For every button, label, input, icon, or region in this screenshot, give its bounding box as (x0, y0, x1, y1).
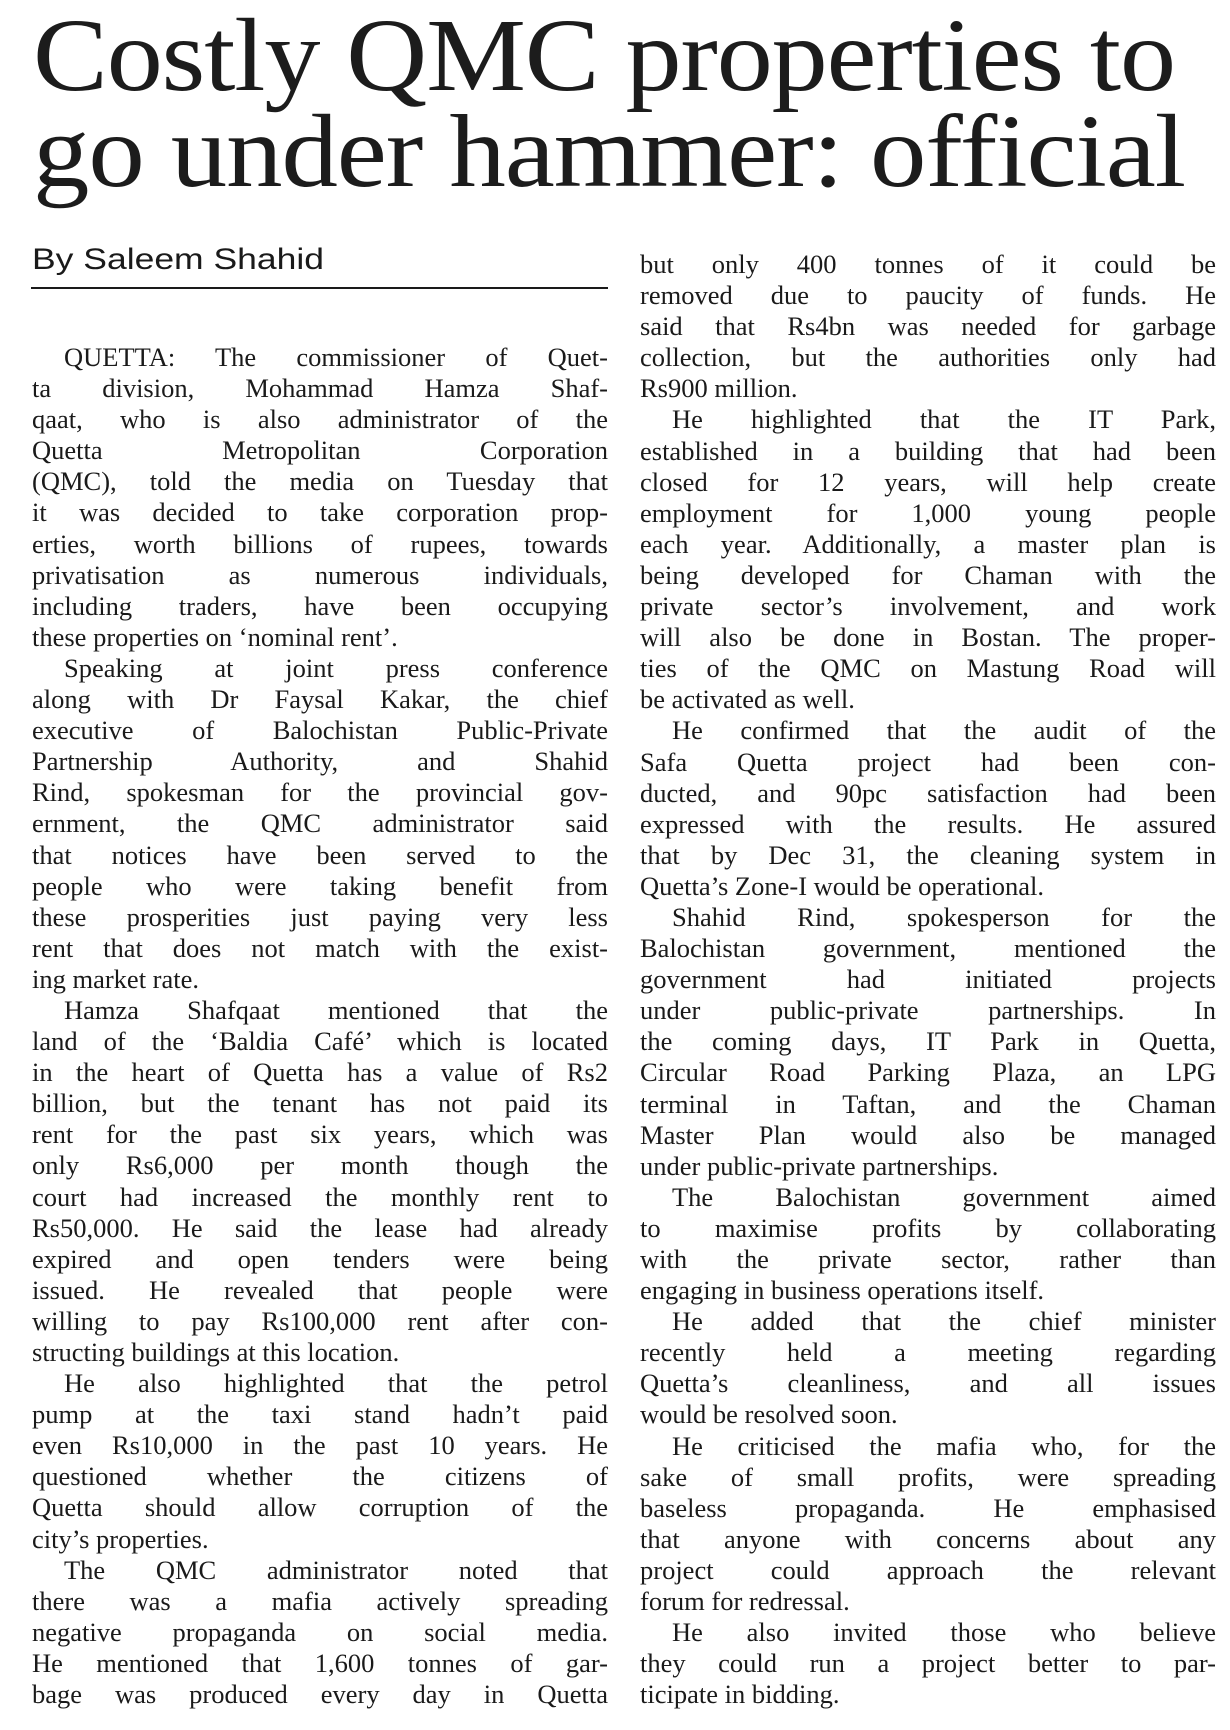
article-headline (33, 0, 1193, 209)
paragraph-line: questioned whether the citizens of (32, 1461, 608, 1492)
byline-divider (31, 287, 608, 289)
paragraph-line: Quetta should allow corruption of the (32, 1492, 608, 1523)
article-paragraph (640, 902, 1216, 1182)
paragraph-line: court had increased the monthly rent to (32, 1181, 608, 1212)
paragraph-line: pump at the taxi stand hadn’t paid (32, 1399, 608, 1430)
paragraph-line: under public-private partnerships. (640, 1150, 999, 1181)
headline-line: go under hammer: official (33, 94, 1185, 209)
paragraph-line: with the private sector, rather than (640, 1244, 1216, 1274)
paragraph-line: Balochistan government, mentioned the (640, 933, 1216, 964)
paragraph-line: Quetta’s Zone-I would be operational. (640, 870, 1044, 901)
paragraph-line: privatisation as numerous individuals, (32, 559, 608, 590)
paragraph-line: project could approach the relevant (640, 1554, 1216, 1585)
paragraph-line: Shahid Rind, spokesperson for the (672, 901, 1216, 932)
paragraph-line: that notices have been served to the (32, 839, 608, 870)
paragraph-line: expired and open tenders were being (32, 1243, 608, 1274)
paragraph-line: erties, worth billions of rupees, towards (32, 528, 608, 559)
paragraph-line: being developed for Chaman with the (640, 559, 1216, 590)
paragraph-line: The Balochistan government aimed (672, 1181, 1216, 1212)
article-column-left (32, 342, 608, 1710)
paragraph-line: to maximise profits by collaborating (640, 1212, 1216, 1243)
paragraph-line: sake of small profits, were spreading (640, 1461, 1216, 1492)
paragraph-line: they could run a project better to par- (640, 1648, 1216, 1679)
paragraph-line: people who were taking benefit from (32, 870, 608, 901)
paragraph-line: Rs50,000. He said the lease had already (32, 1212, 608, 1243)
paragraph-line: ducted, and 90pc satisfaction had been (640, 777, 1216, 808)
paragraph-line: Safa Quetta project had been con- (640, 746, 1216, 777)
paragraph-line: the coming days, IT Park in Quetta, (640, 1026, 1216, 1057)
paragraph-line: said that Rs4bn was needed for garbage (640, 311, 1216, 342)
paragraph-line: Master Plan would also be managed (640, 1119, 1216, 1150)
byline: By Saleem Shahid (32, 243, 324, 276)
paragraph-line: engaging in business operations itself. (640, 1275, 1045, 1306)
article-paragraph (640, 1182, 1216, 1306)
paragraph-line: will also be done in Bostan. The proper- (640, 622, 1216, 653)
article-paragraph (640, 404, 1216, 715)
paragraph-line: He also highlighted that the petrol (64, 1368, 608, 1399)
paragraph-line: each year. Additionally, a master plan is (640, 528, 1216, 559)
paragraph-line: that anyone with concerns about any (640, 1523, 1216, 1554)
paragraph-line: qaat, who is also administrator of the (32, 404, 608, 435)
article-paragraph (640, 1617, 1216, 1710)
article-paragraph (640, 1431, 1216, 1618)
paragraph-line: it was decided to take corporation prop- (32, 497, 608, 528)
paragraph-line: employment for 1,000 young people (640, 497, 1216, 528)
paragraph-line: issued. He revealed that people were (32, 1274, 608, 1305)
paragraph-line: government had initiated projects (640, 964, 1216, 995)
paragraph-line: He mentioned that 1,600 tonnes of gar- (32, 1647, 608, 1678)
paragraph-line: rent for the past six years, which was (32, 1119, 608, 1150)
paragraph-line: land of the ‘Baldia Café’ which is located (32, 1026, 608, 1057)
paragraph-line: He confirmed that the audit of the (672, 715, 1216, 746)
paragraph-line: would be resolved soon. (640, 1399, 898, 1430)
paragraph-line: He also invited those who believe (672, 1617, 1216, 1648)
paragraph-line: terminal in Taftan, and the Chaman (640, 1088, 1216, 1119)
paragraph-line: ta division, Mohammad Hamza Shaf- (32, 373, 608, 404)
paragraph-line: ties of the QMC on Mastung Road will (640, 653, 1216, 684)
paragraph-line: forum for redressal. (640, 1586, 850, 1617)
paragraph-line: even Rs10,000 in the past 10 years. He (32, 1430, 608, 1461)
article-paragraph (32, 342, 608, 653)
paragraph-line: Quetta Metropolitan Corporation (32, 435, 608, 466)
paragraph-line: these properties on ‘nominal rent’. (32, 621, 398, 652)
paragraph-line: billion, but the tenant has not paid its (32, 1088, 608, 1119)
article-paragraph (32, 995, 608, 1368)
paragraph-line: executive of Balochistan Public-Private (32, 715, 608, 746)
paragraph-line: closed for 12 years, will help create (640, 466, 1216, 497)
paragraph-line: willing to pay Rs100,000 rent after con- (32, 1305, 608, 1336)
paragraph-line: in the heart of Quetta has a value of Rs2 (32, 1057, 608, 1088)
paragraph-line: bage was produced every day in Quetta (32, 1679, 608, 1710)
paragraph-line: ernment, the QMC administrator said (32, 808, 608, 839)
article-column-right (640, 249, 1216, 1710)
paragraph-line: Rs900 million. (640, 373, 798, 404)
paragraph-line: Partnership Authority, and Shahid (32, 746, 608, 777)
paragraph-line: there was a mafia actively spreading (32, 1585, 608, 1616)
article-paragraph (32, 653, 608, 995)
paragraph-line: including traders, have been occupying (32, 590, 608, 621)
paragraph-line: expressed with the results. He assured (640, 808, 1216, 839)
article-paragraph (640, 249, 1216, 404)
paragraph-line: that by Dec 31, the cleaning system in (640, 839, 1216, 870)
paragraph-line: (QMC), told the media on Tuesday that (32, 466, 608, 497)
paragraph-line: structing buildings at this location. (32, 1337, 400, 1367)
paragraph-line: collection, but the authorities only had (640, 342, 1216, 373)
paragraph-line: He added that the chief minister (672, 1306, 1216, 1337)
paragraph-line: rent that does not match with the exist- (32, 932, 608, 963)
article-paragraph (32, 1368, 608, 1555)
paragraph-line: be activated as well. (640, 684, 855, 715)
paragraph-line: Quetta’s cleanliness, and all issues (640, 1368, 1216, 1399)
paragraph-line: Rind, spokesman for the provincial gov- (32, 777, 608, 808)
paragraph-line: but only 400 tonnes of it could be (640, 249, 1216, 279)
paragraph-line: He highlighted that the IT Park, (672, 404, 1216, 435)
paragraph-line: established in a building that had been (640, 435, 1216, 466)
paragraph-line: Circular Road Parking Plaza, an LPG (640, 1057, 1216, 1088)
paragraph-line: only Rs6,000 per month though the (32, 1150, 608, 1181)
paragraph-line: recently held a meeting regarding (640, 1337, 1216, 1368)
article-paragraph (640, 715, 1216, 902)
paragraph-line: Hamza Shafqaat mentioned that the (64, 994, 608, 1025)
article-paragraph (32, 1555, 608, 1710)
paragraph-line: Speaking at joint press conference (64, 652, 608, 683)
paragraph-line: these prosperities just paying very less (32, 901, 608, 932)
paragraph-line: negative propaganda on social media. (32, 1616, 608, 1647)
paragraph-line: under public-private partnerships. In (640, 995, 1216, 1026)
paragraph-line: private sector’s involvement, and work (640, 591, 1216, 622)
paragraph-line: city’s properties. (32, 1523, 209, 1554)
paragraph-line: removed due to paucity of funds. He (640, 280, 1216, 311)
paragraph-line: QUETTA: The commissioner of Quet- (64, 342, 608, 372)
article-paragraph (640, 1306, 1216, 1430)
paragraph-line: along with Dr Faysal Kakar, the chief (32, 684, 608, 715)
paragraph-line: The QMC administrator noted that (64, 1554, 608, 1585)
paragraph-line: baseless propaganda. He emphasised (640, 1492, 1216, 1523)
paragraph-line: ticipate in bidding. (640, 1679, 840, 1710)
paragraph-line: He criticised the mafia who, for the (672, 1430, 1216, 1461)
paragraph-line: ing market rate. (32, 963, 200, 994)
headline-line: Costly QMC properties to (33, 0, 1175, 113)
